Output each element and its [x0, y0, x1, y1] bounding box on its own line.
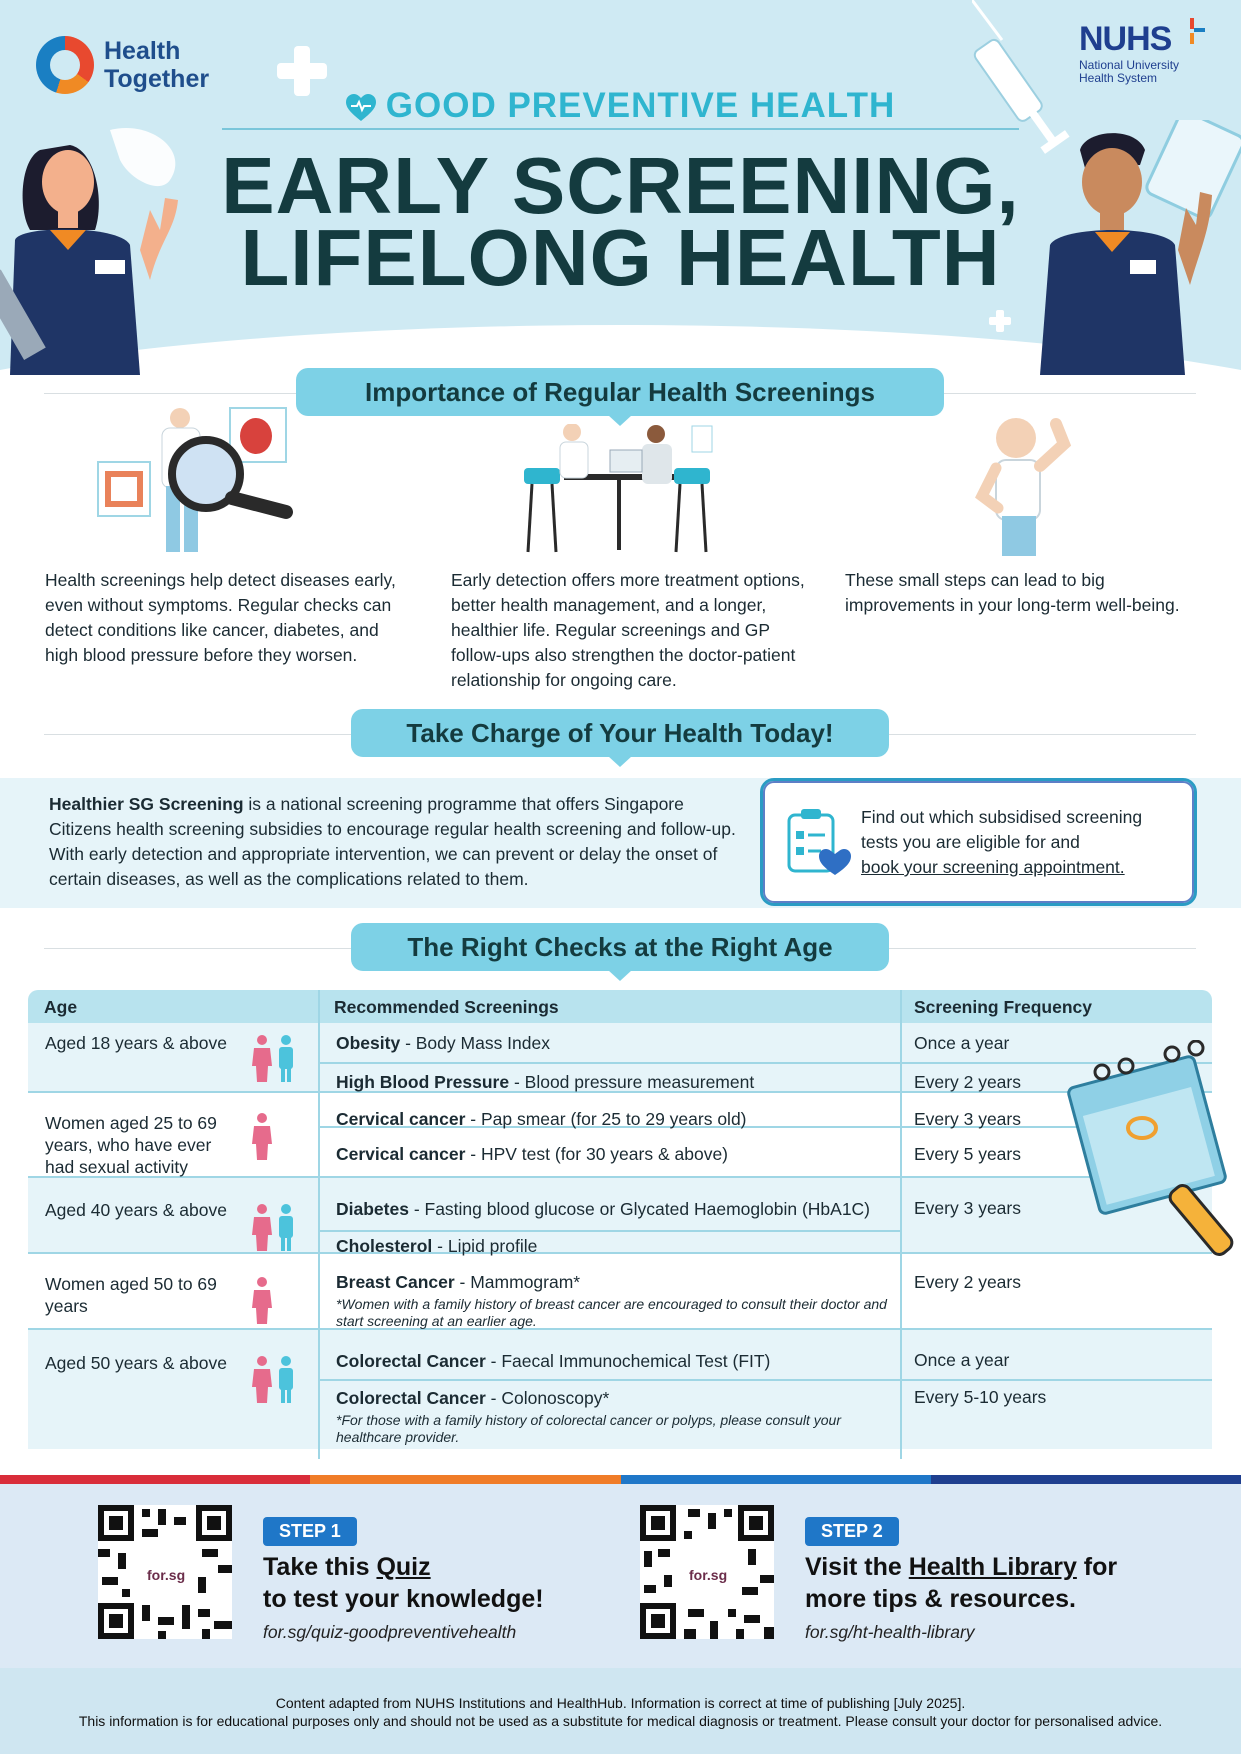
title-line-1: EARLY SCREENING,: [221, 141, 1020, 230]
nuhs-logo: [1079, 20, 1199, 85]
screening-name: Colorectal Cancer: [336, 1351, 486, 1371]
screening-cell: [336, 1071, 896, 1093]
frequency-cell: Every 5 years: [914, 1144, 1021, 1164]
screening-name: Breast Cancer: [336, 1272, 455, 1292]
importance-text-1: Health screenings help detect diseases early, even without symptoms. Regular checks can detect conditions like cancer, diabetes, and high blood pressure before they worsen.: [45, 570, 396, 665]
programme-text: is a national screening programme that offers Singapore Citizens health screening subsidies to encourage regular health screening and follow-up. With early detection and appropriate intervention, we can prevent or delay the onset of certain diseases, as well as the complications related to them.: [49, 794, 736, 889]
screening-name: Cervical cancer: [336, 1144, 466, 1164]
step-1-url[interactable]: for.sg/quiz-goodpreventivehealth: [263, 1622, 517, 1642]
step-2-title: [805, 1551, 1185, 1615]
page-title: [0, 141, 1241, 302]
frequency-cell: Once a year: [914, 1033, 1010, 1053]
female-figure-icon: [250, 1276, 276, 1326]
footer-line-2: This information is for educational purposes only and should not be used as a substitute for medical diagnosis or treatment. Please consult your doctor for personalised advice.: [78, 1713, 1163, 1729]
footer: [0, 1668, 1241, 1754]
step-1-title: [263, 1551, 603, 1615]
column-divider: [318, 990, 320, 1459]
importance-heading: Importance of Regular Health Screenings: [296, 368, 944, 416]
screening-name: Obesity: [336, 1033, 401, 1053]
step-2-badge: STEP 2: [805, 1517, 899, 1546]
logo-text-1: Health: [104, 37, 181, 65]
screening-detail: - Faecal Immunochemical Test (FIT): [485, 1351, 771, 1371]
clipboard-heart-icon: [785, 807, 851, 877]
heart-pulse-icon: [346, 94, 376, 122]
frequency-cell: Every 3 years: [914, 1198, 1021, 1218]
calendar-icon: [1062, 1040, 1241, 1270]
screening-cell: [336, 1271, 896, 1330]
screening-detail: - Body Mass Index: [400, 1033, 550, 1053]
female-figure-icon: [250, 1112, 276, 1162]
col-frequency-header: Screening Frequency: [914, 997, 1092, 1017]
row-divider: [318, 1379, 1212, 1381]
step-2-url[interactable]: for.sg/ht-health-library: [805, 1622, 975, 1642]
nuhs-logo-sub-1: National University: [1079, 58, 1180, 72]
gender-figures-icon: [250, 1355, 300, 1405]
nuhs-logo-sub-2: Health System: [1079, 71, 1158, 85]
book-appointment-link[interactable]: book your screening appointment.: [861, 857, 1125, 877]
step-1-badge: STEP 1: [263, 1517, 357, 1546]
screening-note: *Women with a family history of breast cancer are encouraged to consult their doctor and start screening at an earlier age.: [336, 1296, 887, 1329]
screening-name: Diabetes: [336, 1199, 409, 1219]
importance-text-2: Early detection offers more treatment options, better health management, and a longer, healthier life. Regular screenings and GP follow-ups also strengthen the doctor-patient relationship for ongoing care.: [451, 570, 805, 690]
checks-heading: The Right Checks at the Right Age: [351, 923, 889, 971]
subtitle: [0, 86, 1241, 126]
gender-figures-icon: [250, 1034, 300, 1084]
nuhs-logo-text: NUHS: [1079, 20, 1172, 58]
screening-detail: - Lipid profile: [432, 1236, 538, 1256]
eligibility-card: [760, 778, 1197, 906]
screening-detail: - HPV test (for 30 years & above): [465, 1144, 729, 1164]
color-bar-red: [0, 1475, 310, 1484]
frequency-cell: Every 3 years: [914, 1109, 1021, 1129]
step-1-title-pre: Take this: [263, 1553, 377, 1581]
screening-cell: [336, 1198, 896, 1220]
header: [0, 0, 1241, 375]
age-cell: Aged 50 years & above: [45, 1353, 227, 1373]
subtitle-text: GOOD PREVENTIVE HEALTH: [385, 86, 896, 125]
screening-cell: [336, 1350, 896, 1372]
col-screenings-header: Recommended Screenings: [334, 997, 559, 1017]
screening-detail: - Blood pressure measurement: [509, 1072, 755, 1092]
col-age-header: Age: [44, 997, 78, 1017]
color-bar: [0, 1475, 1241, 1484]
color-bar-orange: [310, 1475, 620, 1484]
table-header: [28, 990, 1212, 1023]
gender-figures-icon: [250, 1203, 300, 1253]
screening-note: *For those with a family history of colorectal cancer or polyps, please consult your healthcare provider.: [336, 1412, 842, 1445]
plus-decoration: [989, 317, 1011, 325]
step-2-title-pre: Visit the: [805, 1553, 909, 1581]
screening-cell: [336, 1108, 896, 1130]
row-divider: [318, 1230, 902, 1232]
screening-cell: [336, 1032, 896, 1054]
frequency-cell: Every 5-10 years: [914, 1387, 1047, 1407]
logo-text-2: Together: [104, 65, 210, 93]
step-1-title-post: to test your knowledge!: [263, 1585, 544, 1613]
quiz-link[interactable]: Quiz: [376, 1553, 431, 1581]
take-charge-heading: Take Charge of Your Health Today!: [351, 709, 889, 757]
plus-decoration: [277, 63, 327, 79]
age-cell: Aged 40 years & above: [45, 1200, 227, 1220]
subtitle-divider: [222, 128, 1019, 130]
doctor-consultation-illustration: [524, 424, 714, 556]
programme-description: [49, 792, 739, 892]
screening-cell: [336, 1143, 896, 1165]
card-text: Find out which subsidised screening tests you are eligible for and: [861, 807, 1143, 852]
frequency-cell: Once a year: [914, 1350, 1010, 1370]
frequency-cell: Every 2 years: [914, 1272, 1021, 1292]
step-2-title-post: more tips & resources.: [805, 1585, 1076, 1613]
magnifier-anatomy-illustration: [96, 404, 326, 560]
health-library-link[interactable]: Health Library: [908, 1553, 1077, 1581]
footer-line-1: Content adapted from NUHS Institutions and HealthHub. Information is correct at time of publishing [July 2025].: [275, 1695, 966, 1711]
screening-name: Cervical cancer: [336, 1109, 466, 1129]
nuhs-star-icon: [1179, 18, 1205, 44]
title-line-2: LIFELONG HEALTH: [240, 213, 1001, 302]
column-divider: [900, 990, 902, 1459]
screening-detail: - Pap smear (for 25 to 29 years old): [465, 1109, 747, 1129]
strong-man-illustration: [946, 404, 1096, 558]
color-bar-blue: [621, 1475, 931, 1484]
frequency-cell: Every 2 years: [914, 1072, 1021, 1092]
step-2-title-inline: for: [1076, 1553, 1118, 1581]
screening-detail: - Fasting blood glucose or Glycated Haemoglobin (HbA1C): [408, 1199, 871, 1219]
importance-text-3: These small steps can lead to big improvements in your long-term well-being.: [845, 570, 1180, 615]
screening-detail: - Mammogram*: [454, 1272, 581, 1292]
screening-cell: [336, 1387, 896, 1446]
age-cell: Women aged 50 to 69 years: [45, 1274, 217, 1316]
qr-label: for.sg: [689, 1567, 728, 1583]
screening-name: Colorectal Cancer: [336, 1388, 486, 1408]
screening-name: Cholesterol: [336, 1236, 433, 1256]
age-cell: Women aged 25 to 69 years, who have ever had sexual activity: [45, 1113, 217, 1177]
age-cell: Aged 18 years & above: [45, 1033, 227, 1053]
color-bar-navy: [931, 1475, 1241, 1484]
programme-name: Healthier SG Screening: [49, 794, 244, 814]
screening-detail: - Colonoscopy*: [485, 1388, 610, 1408]
screening-name: High Blood Pressure: [336, 1072, 510, 1092]
screening-cell: [336, 1235, 896, 1257]
qr-label: for.sg: [147, 1567, 186, 1583]
